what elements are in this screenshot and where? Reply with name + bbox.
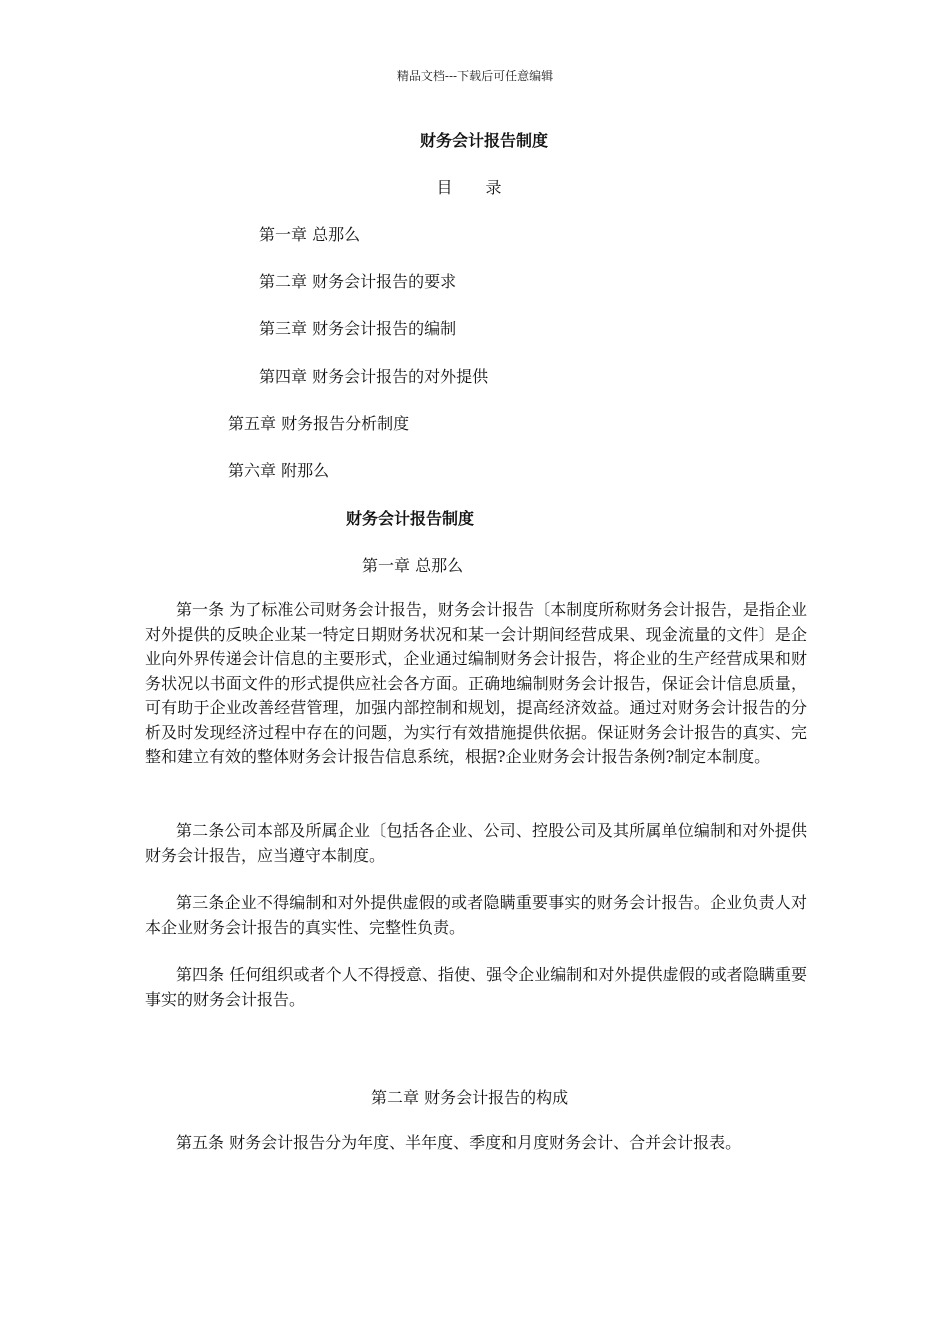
toc-item-chapter-3: 第三章 财务会计报告的编制 [259,319,457,338]
article-2: 第二条公司本部及所属企业〔包括各企业、公司、控股公司及其所属单位编制和对外提供财务会计报告，应当遵守本制度。 [145,821,807,865]
article-4: 第四条 任何组织或者个人不得授意、指使、强令企业编制和对外提供虚假的或者隐瞒重要事实的财务会计报告。 [145,965,807,1009]
article-5: 第五条 财务会计报告分为年度、半年度、季度和月度财务会计、合并会计报表。 [176,1133,742,1152]
article-1: 第一条 为了标准公司财务会计报告，财务会计报告〔本制度所称财务会计报告，是指企业对外提供的反映企业某一特定日期财务状况和某一会计期间经营成果、现金流量的文件〕是企业向外界传递会计信息的主要形式，企业通过编制财务会计报告，将企业的生产经营成果和财务状况以书面文件的形式提供应社会各方面。正确地编制财务会计报告，保证会计信息质量，可有助于企业改善经营管理，加强内部控制和规划，提高经济效益。通过对财务会计报告的分析及时发现经济过程中存在的问题，为实行有效措施提供依据。保证财务会计报告的真实、完整和建立有效的整体财务会计报告信息系统，根据?企业财务会计报告条例?制定本制度。 [145,600,807,766]
toc-item-chapter-5: 第五章 财务报告分析制度 [228,414,410,433]
toc-title: 目 录 [436,178,516,197]
chapter-1-heading: 第一章 总那么 [362,556,464,575]
toc-item-chapter-2: 第二章 财务会计报告的要求 [259,272,457,291]
chapter-2-heading: 第二章 财务会计报告的构成 [371,1088,569,1107]
header-note: 精品文档---下载后可任意编辑 [396,69,554,83]
toc-item-chapter-1: 第一章 总那么 [259,225,361,244]
toc-item-chapter-4: 第四章 财务会计报告的对外提供 [259,367,489,386]
document-title: 财务会计报告制度 [419,131,548,150]
body-title: 财务会计报告制度 [346,509,475,528]
article-3: 第三条企业不得编制和对外提供虚假的或者隐瞒重要事实的财务会计报告。企业负责人对本企业财务会计报告的真实性、完整性负责。 [145,893,807,937]
toc-item-chapter-6: 第六章 附那么 [228,461,330,480]
